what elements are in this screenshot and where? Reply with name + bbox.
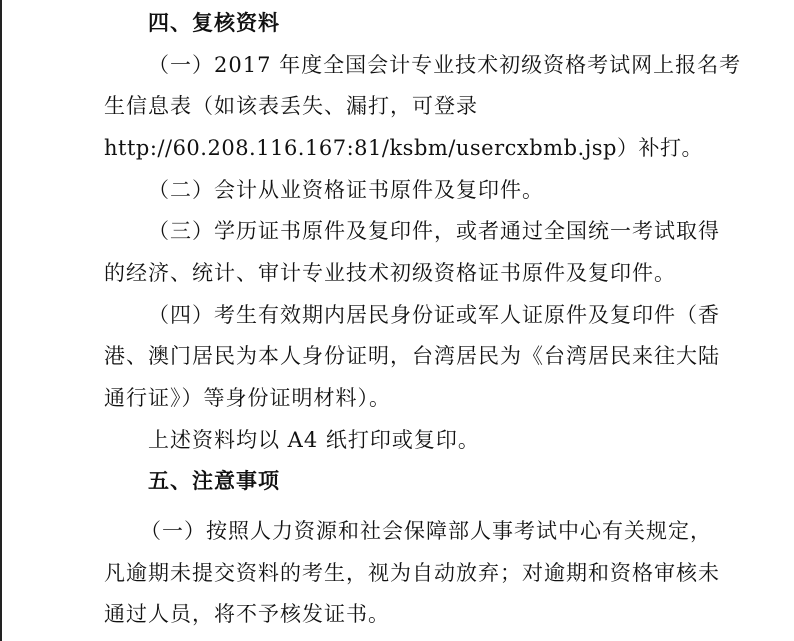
section-5-item-1-line-3: 通过人员，将不予核发证书。: [104, 602, 390, 626]
section-4-heading: 四、复核资料: [148, 10, 280, 35]
section-4-item-3-line-1: （三）学历证书原件及复印件，或者通过全国统一考试取得: [148, 219, 720, 243]
section-4-item-4-line-1: （四）考生有效期内居民身份证或军人证原件及复印件（香: [148, 303, 720, 327]
section-4-item-3-line-2: 的经济、统计、审计专业技术初级资格证书原件及复印件。: [104, 261, 676, 285]
section-5-heading: 五、注意事项: [148, 468, 280, 493]
section-4-item-2: （二）会计从业资格证书原件及复印件。: [148, 178, 544, 202]
page-left-border: [0, 0, 2, 641]
section-5-item-1-line-1: （一）按照人力资源和社会保障部人事考试中心有关规定，: [140, 519, 712, 543]
section-5-item-1-line-2: 凡逾期未提交资料的考生，视为自动放弃；对逾期和资格审核未: [104, 561, 720, 585]
section-4-item-1-line-3-url: http://60.208.116.167:81/ksbm/usercxbmb.jsp）补打。: [104, 136, 703, 160]
section-4-note: 上述资料均以 A4 纸打印或复印。: [148, 428, 480, 452]
section-4-item-1-line-2: 生信息表（如该表丢失、漏打，可登录: [104, 94, 478, 118]
section-4-item-4-line-2: 港、澳门居民为本人身份证明，台湾居民为《台湾居民来往大陆: [104, 344, 720, 368]
section-4-item-4-line-3: 通行证》）等身份证明材料）。: [104, 386, 391, 410]
section-4-item-1-line-1: （一）2017 年度全国会计专业技术初级资格考试网上报名考: [148, 53, 742, 77]
